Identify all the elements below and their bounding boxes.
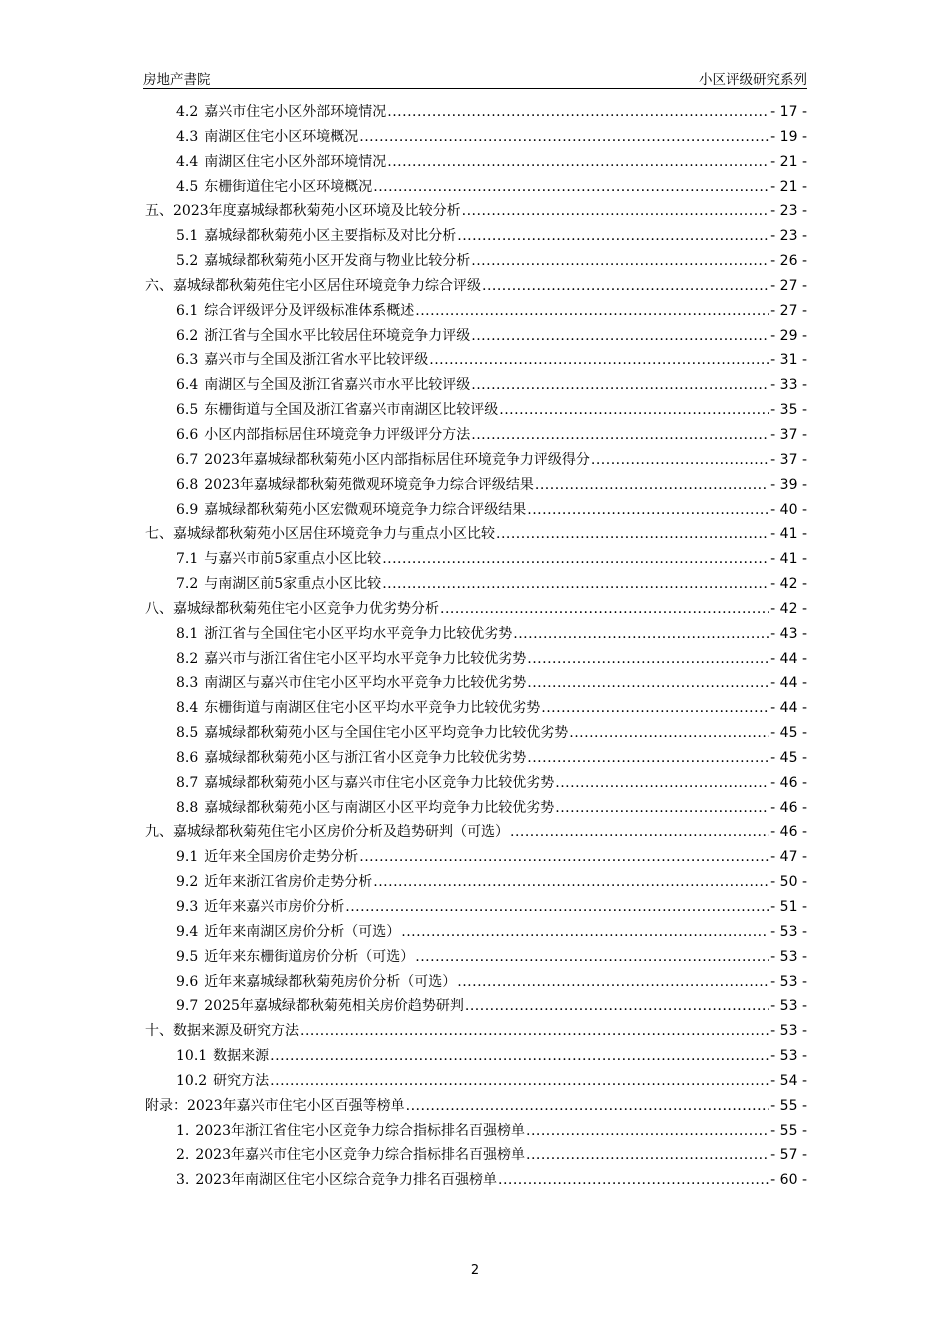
toc-entry-number: 10.1 <box>176 1048 208 1065</box>
toc-entry-number: 8.5 <box>176 725 199 742</box>
toc-chapter-entry[interactable] <box>145 522 807 547</box>
toc-entry-page: - 53 - <box>770 1048 807 1065</box>
toc-section-entry[interactable] <box>145 771 807 796</box>
toc-entry-page: - 53 - <box>770 923 807 940</box>
toc-entry-number: 4.5 <box>176 178 199 195</box>
dot-leader <box>457 224 769 249</box>
toc-entry-number: 6.3 <box>176 352 199 369</box>
toc-entry-page: - 55 - <box>770 1097 807 1114</box>
toc-section-entry[interactable] <box>145 845 807 870</box>
toc-entry-title: 六、嘉城绿都秋菊苑住宅小区居住环境竞争力综合评级 <box>145 277 481 294</box>
toc-section-entry[interactable] <box>145 224 807 249</box>
toc-entry-page: - 53 - <box>770 998 807 1015</box>
toc-entry-page: - 53 - <box>770 1023 807 1040</box>
toc-entry-number: 3. <box>176 1172 190 1189</box>
toc-entry-page: - 45 - <box>770 749 807 766</box>
toc-entry-title: 七、嘉城绿都秋菊苑小区居住环境竞争力与重点小区比较 <box>145 526 495 543</box>
dot-leader <box>555 771 769 796</box>
dot-leader <box>465 994 769 1019</box>
toc-entry-title: 嘉兴市与浙江省住宅小区平均水平竞争力比较优劣势 <box>204 650 527 667</box>
toc-entry-number: 7.1 <box>176 551 199 568</box>
toc-entry-page: - 27 - <box>770 302 807 319</box>
toc-entry-number: 8.8 <box>176 799 199 816</box>
toc-section-entry[interactable] <box>145 423 807 448</box>
toc-entry-page: - 44 - <box>770 675 807 692</box>
toc-entry-title: 2023年嘉兴市住宅小区竞争力综合指标排名百强榜单 <box>195 1147 525 1164</box>
toc-entry-number: 8.7 <box>176 774 199 791</box>
toc-section-entry[interactable] <box>145 696 807 721</box>
toc-entry-page: - 27 - <box>770 277 807 294</box>
toc-section-entry[interactable] <box>145 622 807 647</box>
toc-section-entry[interactable] <box>145 100 807 125</box>
toc-entry-title: 南湖区住宅小区外部环境情况 <box>204 153 387 170</box>
toc-entry-number: 9.1 <box>176 849 199 866</box>
toc-entry-page: - 42 - <box>770 600 807 617</box>
toc-entry-page: - 42 - <box>770 576 807 593</box>
toc-section-entry[interactable] <box>145 572 807 597</box>
toc-entry-page: - 53 - <box>770 948 807 965</box>
toc-entry-page: - 57 - <box>770 1147 807 1164</box>
toc-entry-page: - 53 - <box>770 973 807 990</box>
toc-entry-number: 9.2 <box>176 874 199 891</box>
toc-chapter-entry[interactable] <box>145 597 807 622</box>
dot-leader <box>457 970 769 995</box>
toc-entry-page: - 40 - <box>770 501 807 518</box>
dot-leader <box>359 125 769 150</box>
toc-entry-page: - 31 - <box>770 352 807 369</box>
dot-leader <box>535 473 769 498</box>
toc-entry-number: 8.4 <box>176 700 199 717</box>
toc-entry-title: 2023年南湖区住宅小区综合竞争力排名百强榜单 <box>195 1172 497 1189</box>
dot-leader <box>591 448 769 473</box>
toc-entry-page: - 26 - <box>770 253 807 270</box>
dot-leader <box>387 100 769 125</box>
toc-entry-number: 5.2 <box>176 253 199 270</box>
toc-entry-number: 9.4 <box>176 923 199 940</box>
toc-entry-page: - 60 - <box>770 1172 807 1189</box>
dot-leader <box>471 423 769 448</box>
toc-entry-title: 嘉兴市与全国及浙江省水平比较评级 <box>204 352 429 369</box>
toc-entry-title: 近年来南湖区房价分析（可选） <box>204 923 401 940</box>
toc-entry-title: 嘉城绿都秋菊苑小区与全国住宅小区平均竞争力比较优劣势 <box>204 725 569 742</box>
toc-section-entry[interactable] <box>145 175 807 200</box>
toc-entry-title: 嘉城绿都秋菊苑小区与浙江省小区竞争力比较优劣势 <box>204 749 527 766</box>
toc-section-entry[interactable] <box>145 647 807 672</box>
toc-entry-title: 南湖区与全国及浙江省嘉兴市水平比较评级 <box>204 377 471 394</box>
toc-entry-title: 南湖区住宅小区环境概况 <box>204 128 359 145</box>
toc-entry-title: 与南湖区前5家重点小区比较 <box>204 576 382 593</box>
dot-leader <box>527 746 769 771</box>
toc-entry-number: 6.6 <box>176 426 199 443</box>
toc-entry-number: 9.6 <box>176 973 199 990</box>
dot-leader <box>527 647 769 672</box>
toc-section-entry[interactable] <box>145 746 807 771</box>
table-of-contents <box>145 100 807 1193</box>
dot-leader <box>498 1168 769 1193</box>
dot-leader <box>440 597 769 622</box>
toc-section-entry[interactable] <box>145 796 807 821</box>
toc-section-entry[interactable] <box>145 249 807 274</box>
header-publisher: 房地产書院 <box>143 72 211 88</box>
toc-section-entry[interactable] <box>145 1143 807 1168</box>
toc-section-entry[interactable] <box>145 945 807 970</box>
dot-leader <box>406 1094 770 1119</box>
toc-entry-number: 6.1 <box>176 302 199 319</box>
toc-section-entry[interactable] <box>145 324 807 349</box>
toc-section-entry[interactable] <box>145 125 807 150</box>
toc-entry-title: 研究方法 <box>213 1072 270 1089</box>
toc-entry-page: - 51 - <box>770 899 807 915</box>
toc-section-entry[interactable] <box>145 1119 807 1144</box>
toc-entry-title: 数据来源 <box>213 1048 270 1065</box>
toc-entry-title: 近年来浙江省房价走势分析 <box>204 874 373 891</box>
toc-section-entry[interactable] <box>145 498 807 523</box>
toc-entry-page: - 50 - <box>770 874 807 891</box>
toc-entry-title: 嘉城绿都秋菊苑小区与嘉兴市住宅小区竞争力比较优劣势 <box>204 774 555 791</box>
header-series-title: 小区评级研究系列 <box>699 72 807 88</box>
toc-entry-title: 八、嘉城绿都秋菊苑住宅小区竞争力优劣势分析 <box>145 600 439 617</box>
toc-chapter-entry[interactable] <box>145 1019 807 1044</box>
dot-leader <box>496 522 769 547</box>
toc-entry-title: 近年来全国房价走势分析 <box>204 849 359 866</box>
toc-entry-number: 6.2 <box>176 327 199 344</box>
toc-entry-number: 9.5 <box>176 948 199 965</box>
dot-leader <box>471 324 769 349</box>
page-number: 2 <box>470 1263 480 1278</box>
toc-entry-page: - 23 - <box>770 228 807 245</box>
toc-entry-page: - 17 - <box>770 104 807 120</box>
toc-entry-title: 五、2023年度嘉城绿都秋菊苑小区环境及比较分析 <box>145 203 461 220</box>
toc-entry-title: 近年来东栅街道房价分析（可选） <box>204 948 415 965</box>
toc-entry-title: 2023年浙江省住宅小区竞争力综合指标排名百强榜单 <box>195 1122 525 1139</box>
dot-leader <box>270 1044 769 1069</box>
dot-leader <box>499 398 769 423</box>
toc-entry-page: - 21 - <box>770 153 807 170</box>
toc-entry-title: 与嘉兴市前5家重点小区比较 <box>204 551 382 568</box>
toc-entry-page: - 33 - <box>770 377 807 394</box>
toc-section-entry[interactable] <box>145 994 807 1019</box>
toc-entry-page: - 54 - <box>770 1072 807 1089</box>
toc-entry-page: - 41 - <box>770 551 807 568</box>
toc-entry-title: 九、嘉城绿都秋菊苑住宅小区房价分析及趋势研判（可选） <box>145 824 509 841</box>
toc-entry-number: 4.2 <box>176 104 199 120</box>
toc-entry-page: - 55 - <box>770 1122 807 1139</box>
toc-section-entry[interactable] <box>145 348 807 373</box>
toc-entry-page: - 46 - <box>770 799 807 816</box>
toc-section-entry[interactable] <box>145 473 807 498</box>
toc-entry-number: 9.3 <box>176 899 199 915</box>
dot-leader <box>527 671 769 696</box>
toc-section-entry[interactable] <box>145 870 807 895</box>
toc-section-entry[interactable] <box>145 448 807 473</box>
toc-entry-page: - 35 - <box>770 402 807 419</box>
toc-chapter-entry[interactable] <box>145 1094 807 1119</box>
toc-section-entry[interactable] <box>145 547 807 572</box>
dot-leader <box>429 348 769 373</box>
toc-entry-number: 8.6 <box>176 749 199 766</box>
toc-entry-number: 8.1 <box>176 625 199 642</box>
toc-entry-title: 东栅街道住宅小区环境概况 <box>204 178 373 195</box>
toc-section-entry[interactable] <box>145 1168 807 1193</box>
toc-entry-title: 嘉城绿都秋菊苑小区与南湖区小区平均竞争力比较优劣势 <box>204 799 555 816</box>
dot-leader <box>541 696 769 721</box>
toc-entry-page: - 29 - <box>770 327 807 344</box>
toc-entry-page: - 19 - <box>770 128 807 145</box>
toc-entry-title: 附录：2023年嘉兴市住宅小区百强等榜单 <box>145 1097 405 1114</box>
dot-leader <box>359 845 769 870</box>
toc-entry-number: 8.3 <box>176 675 199 692</box>
toc-entry-number: 7.2 <box>176 576 199 593</box>
toc-section-entry[interactable] <box>145 1069 807 1094</box>
toc-section-entry[interactable] <box>145 671 807 696</box>
toc-entry-title: 2023年嘉城绿都秋菊苑小区内部指标居住环境竞争力评级得分 <box>204 451 590 468</box>
toc-chapter-entry[interactable] <box>145 820 807 845</box>
toc-entry-page: - 44 - <box>770 700 807 717</box>
toc-entry-title: 综合评级评分及评级标准体系概述 <box>204 302 415 319</box>
dot-leader <box>526 1143 769 1168</box>
toc-entry-number: 6.4 <box>176 377 199 394</box>
dot-leader <box>513 622 769 647</box>
toc-entry-page: - 37 - <box>770 426 807 443</box>
dot-leader <box>373 175 769 200</box>
dot-leader <box>300 1019 769 1044</box>
toc-entry-page: - 37 - <box>770 451 807 468</box>
toc-entry-title: 2023年嘉城绿都秋菊苑微观环境竞争力综合评级结果 <box>204 476 534 493</box>
toc-entry-title: 浙江省与全国住宅小区平均水平竞争力比较优劣势 <box>204 625 513 642</box>
dot-leader <box>527 498 769 523</box>
dot-leader <box>345 895 769 920</box>
toc-entry-title: 近年来嘉城绿都秋菊苑房价分析（可选） <box>204 973 457 990</box>
page-header <box>143 68 807 89</box>
toc-entry-number: 6.7 <box>176 451 199 468</box>
toc-section-entry[interactable] <box>145 299 807 324</box>
toc-section-entry[interactable] <box>145 895 807 920</box>
toc-entry-number: 6.5 <box>176 402 199 419</box>
toc-chapter-entry[interactable] <box>145 199 807 224</box>
toc-entry-number: 5.1 <box>176 228 199 245</box>
dot-leader <box>415 945 769 970</box>
dot-leader <box>526 1119 769 1144</box>
dot-leader <box>382 547 769 572</box>
toc-entry-page: - 23 - <box>770 203 807 220</box>
toc-entry-number: 10.2 <box>176 1072 208 1089</box>
toc-entry-title: 十、数据来源及研究方法 <box>145 1023 299 1040</box>
toc-section-entry[interactable] <box>145 398 807 423</box>
toc-entry-page: - 21 - <box>770 178 807 195</box>
toc-section-entry[interactable] <box>145 150 807 175</box>
toc-entry-number: 6.8 <box>176 476 199 493</box>
toc-entry-page: - 45 - <box>770 725 807 742</box>
toc-chapter-entry[interactable] <box>145 274 807 299</box>
toc-entry-title: 近年来嘉兴市房价分析 <box>204 899 345 915</box>
toc-entry-title: 2025年嘉城绿都秋菊苑相关房价趋势研判 <box>204 998 464 1015</box>
dot-leader <box>373 870 769 895</box>
toc-entry-title: 嘉城绿都秋菊苑小区宏微观环境竞争力综合评级结果 <box>204 501 527 518</box>
toc-entry-page: - 46 - <box>770 774 807 791</box>
toc-entry-title: 嘉兴市住宅小区外部环境情况 <box>204 104 387 120</box>
dot-leader <box>555 796 769 821</box>
toc-entry-number: 6.9 <box>176 501 199 518</box>
dot-leader <box>387 150 769 175</box>
toc-entry-page: - 47 - <box>770 849 807 866</box>
toc-entry-page: - 41 - <box>770 526 807 543</box>
dot-leader <box>270 1069 769 1094</box>
toc-section-entry[interactable] <box>145 920 807 945</box>
dot-leader <box>471 249 769 274</box>
toc-entry-number: 1. <box>176 1122 190 1139</box>
toc-entry-number: 2. <box>176 1147 190 1164</box>
dot-leader <box>471 373 769 398</box>
toc-entry-page: - 39 - <box>770 476 807 493</box>
dot-leader <box>462 199 770 224</box>
toc-entry-title: 小区内部指标居住环境竞争力评级评分方法 <box>204 426 471 443</box>
dot-leader <box>510 820 769 845</box>
toc-section-entry[interactable] <box>145 373 807 398</box>
toc-entry-page: - 46 - <box>770 824 807 841</box>
toc-section-entry[interactable] <box>145 721 807 746</box>
toc-entry-number: 4.4 <box>176 153 199 170</box>
dot-leader <box>569 721 769 746</box>
dot-leader <box>482 274 769 299</box>
toc-entry-number: 4.3 <box>176 128 199 145</box>
toc-entry-page: - 43 - <box>770 625 807 642</box>
toc-entry-title: 浙江省与全国水平比较居住环境竞争力评级 <box>204 327 471 344</box>
toc-entry-title: 东栅街道与全国及浙江省嘉兴市南湖区比较评级 <box>204 402 499 419</box>
toc-entry-page: - 44 - <box>770 650 807 667</box>
toc-section-entry[interactable] <box>145 970 807 995</box>
dot-leader <box>382 572 769 597</box>
toc-section-entry[interactable] <box>145 1044 807 1069</box>
toc-entry-title: 南湖区与嘉兴市住宅小区平均水平竞争力比较优劣势 <box>204 675 527 692</box>
toc-entry-title: 嘉城绿都秋菊苑小区开发商与物业比较分析 <box>204 253 471 270</box>
toc-entry-number: 8.2 <box>176 650 199 667</box>
toc-entry-title: 东栅街道与南湖区住宅小区平均水平竞争力比较优劣势 <box>204 700 541 717</box>
dot-leader <box>415 299 769 324</box>
dot-leader <box>401 920 769 945</box>
toc-entry-number: 9.7 <box>176 998 199 1015</box>
toc-entry-title: 嘉城绿都秋菊苑小区主要指标及对比分析 <box>204 228 457 245</box>
